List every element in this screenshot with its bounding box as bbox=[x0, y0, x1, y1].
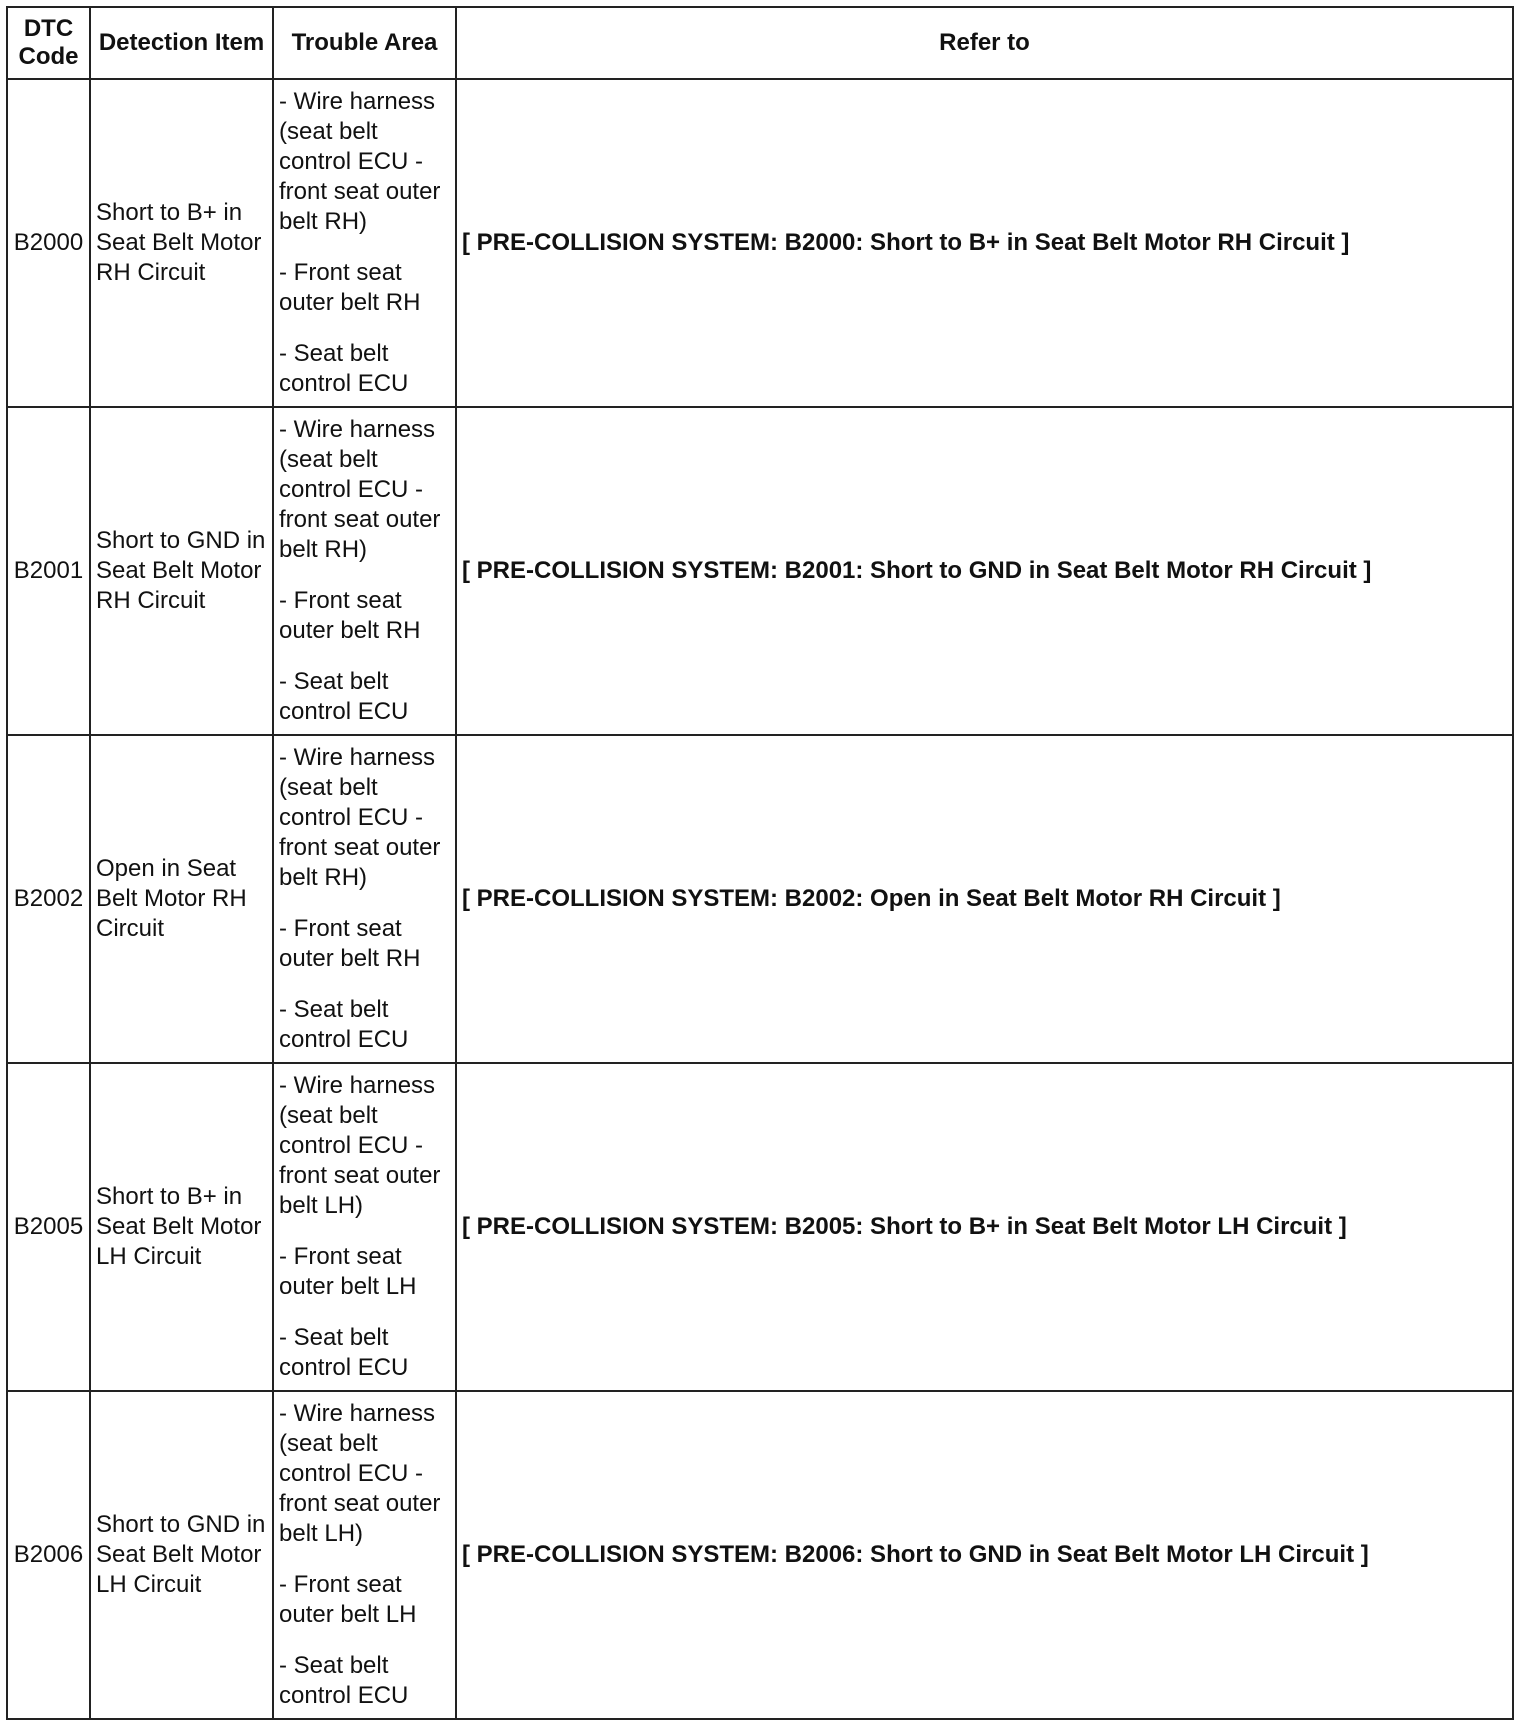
trouble-area-line: - Wire harness (seat belt control ECU - front seat outer belt LH) bbox=[279, 1400, 441, 1547]
table-header-row bbox=[7, 7, 1513, 79]
header-trouble-area: Trouble Area bbox=[273, 7, 456, 79]
table-row bbox=[7, 1063, 1513, 1391]
trouble-area-cell bbox=[273, 79, 456, 407]
detection-item-cell: Short to B+ in Seat Belt Motor RH Circuit bbox=[90, 79, 273, 407]
trouble-area-line: - Wire harness (seat belt control ECU - front seat outer belt RH) bbox=[279, 416, 441, 563]
trouble-area-line: - Front seat outer belt LH bbox=[279, 1243, 417, 1300]
table-row bbox=[7, 735, 1513, 1063]
table-row bbox=[7, 79, 1513, 407]
trouble-area-line: - Seat belt control ECU bbox=[279, 1652, 409, 1709]
dtc-code-cell: B2006 bbox=[7, 1391, 90, 1719]
refer-to-link[interactable]: [ PRE-COLLISION SYSTEM: B2001: Short to GND in Seat Belt Motor RH Circuit ] bbox=[456, 407, 1513, 735]
header-dtc-code: DTC Code bbox=[7, 7, 90, 79]
dtc-code-cell: B2000 bbox=[7, 79, 90, 407]
trouble-area-line: - Seat belt control ECU bbox=[279, 340, 409, 397]
trouble-area-line: - Wire harness (seat belt control ECU - front seat outer belt RH) bbox=[279, 88, 441, 235]
trouble-area-cell bbox=[273, 407, 456, 735]
trouble-area-cell bbox=[273, 735, 456, 1063]
trouble-area-line: - Front seat outer belt RH bbox=[279, 259, 421, 316]
refer-to-link[interactable]: [ PRE-COLLISION SYSTEM: B2002: Open in Seat Belt Motor RH Circuit ] bbox=[456, 735, 1513, 1063]
trouble-area-line: - Seat belt control ECU bbox=[279, 668, 409, 725]
dtc-code-cell: B2005 bbox=[7, 1063, 90, 1391]
trouble-area-line: - Wire harness (seat belt control ECU - front seat outer belt LH) bbox=[279, 1072, 441, 1219]
trouble-area-line: - Front seat outer belt LH bbox=[279, 1571, 417, 1628]
trouble-area-line: - Front seat outer belt RH bbox=[279, 915, 421, 972]
refer-to-link[interactable]: [ PRE-COLLISION SYSTEM: B2000: Short to B+ in Seat Belt Motor RH Circuit ] bbox=[456, 79, 1513, 407]
table-row bbox=[7, 407, 1513, 735]
detection-item-cell: Open in Seat Belt Motor RH Circuit bbox=[90, 735, 273, 1063]
header-detection-item: Detection Item bbox=[90, 7, 273, 79]
refer-to-link[interactable]: [ PRE-COLLISION SYSTEM: B2006: Short to GND in Seat Belt Motor LH Circuit ] bbox=[456, 1391, 1513, 1719]
trouble-area-line: - Wire harness (seat belt control ECU - front seat outer belt RH) bbox=[279, 744, 441, 891]
trouble-area-line: - Seat belt control ECU bbox=[279, 1324, 409, 1381]
trouble-area-cell bbox=[273, 1063, 456, 1391]
trouble-area-line: - Seat belt control ECU bbox=[279, 996, 409, 1053]
table-row bbox=[7, 1391, 1513, 1719]
dtc-code-cell: B2001 bbox=[7, 407, 90, 735]
dtc-table bbox=[6, 6, 1514, 1720]
detection-item-cell: Short to GND in Seat Belt Motor LH Circuit bbox=[90, 1391, 273, 1719]
dtc-code-cell: B2002 bbox=[7, 735, 90, 1063]
trouble-area-cell bbox=[273, 1391, 456, 1719]
trouble-area-line: - Front seat outer belt RH bbox=[279, 587, 421, 644]
detection-item-cell: Short to GND in Seat Belt Motor RH Circuit bbox=[90, 407, 273, 735]
refer-to-link[interactable]: [ PRE-COLLISION SYSTEM: B2005: Short to B+ in Seat Belt Motor LH Circuit ] bbox=[456, 1063, 1513, 1391]
header-refer-to: Refer to bbox=[456, 7, 1513, 79]
detection-item-cell: Short to B+ in Seat Belt Motor LH Circuit bbox=[90, 1063, 273, 1391]
